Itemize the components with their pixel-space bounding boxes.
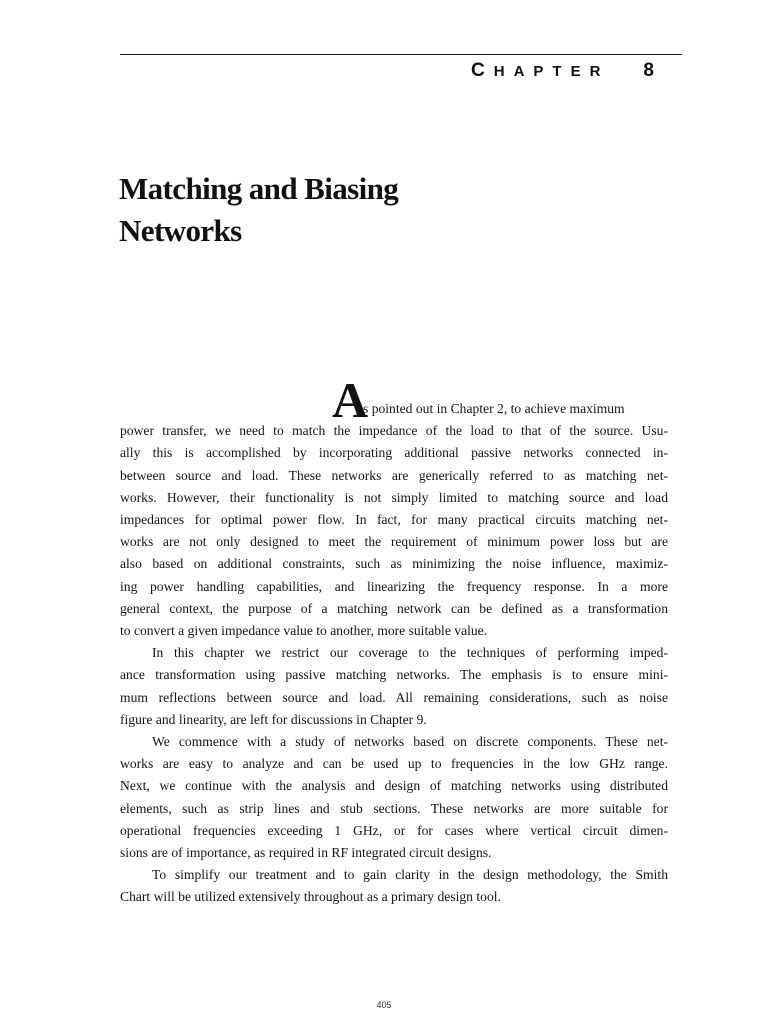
body-line: works are not only designed to meet the requirement of minimum power loss but are xyxy=(120,534,668,550)
body-line: also based on additional constraints, such as minimizing the noise influence, maximiz- xyxy=(120,556,668,572)
chapter-title-line-1: Matching and Biasing xyxy=(119,171,399,206)
body-line: elements, such as strip lines and stub sections. These networks are more suitable for xyxy=(120,800,668,816)
chapter-header xyxy=(471,60,654,90)
body-line: operational frequencies exceeding 1 GHz, or for cases where vertical circuit dimen- xyxy=(120,822,668,838)
body-line: ally this is accomplished by incorporating additional passive networks connected in- xyxy=(120,445,668,461)
body-line: works are easy to analyze and can be used up to frequencies in the low GHz range. xyxy=(120,756,668,772)
header-rule xyxy=(120,54,682,55)
body-line: to convert a given impedance value to another, more suitable value. xyxy=(120,623,488,639)
body-line: general context, the purpose of a matching network can be defined as a transformation xyxy=(120,600,668,616)
body-line: To simplify our treatment and to gain clarity in the design methodology, the Smith xyxy=(152,867,668,883)
body-line: mum reflections between source and load. All remaining considerations, such as noise xyxy=(120,689,668,705)
chapter-number: 8 xyxy=(643,60,654,81)
body-line: between source and load. These networks are generically referred to as matching net- xyxy=(120,467,668,483)
body-line: We commence with a study of networks based on discrete components. These net- xyxy=(152,734,668,750)
body-line: In this chapter we restrict our coverage to the techniques of performing imped- xyxy=(152,645,668,661)
body-line: works. However, their functionality is not simply limited to matching source and load xyxy=(120,489,668,505)
body-text xyxy=(120,372,668,909)
opening-line xyxy=(120,372,668,428)
chapter-label-initial: C xyxy=(471,60,494,81)
body-line: Next, we continue with the analysis and design of matching networks using distributed xyxy=(120,778,668,794)
body-line: impedances for optimal power flow. In fact, for many practical circuits matching net- xyxy=(120,512,668,527)
chapter-label-rest: HAPTER xyxy=(493,63,610,80)
drop-cap: A xyxy=(332,372,369,428)
body-line: ing power handling capabilities, and linearizing the frequency response. In a more xyxy=(120,578,668,594)
chapter-title xyxy=(119,168,539,252)
page-number: 405 xyxy=(376,1000,392,1010)
body-line: Chart will be utilized extensively throughout as a primary design tool. xyxy=(120,889,501,905)
opening-line-text: s pointed out in Chapter 2, to achieve maximum xyxy=(363,401,625,416)
body-line: ance transformation using passive matching networks. The emphasis is to ensure mini- xyxy=(120,667,668,683)
body-line: sions are of importance, as required in RF integrated circuit designs. xyxy=(120,845,492,861)
chapter-label xyxy=(471,60,609,82)
chapter-title-line-2: Networks xyxy=(119,213,242,248)
body-line: figure and linearity, are left for discussions in Chapter 9. xyxy=(120,711,427,727)
body-line: power transfer, we need to match the impedance of the load to that of the source. Usu- xyxy=(120,423,668,439)
